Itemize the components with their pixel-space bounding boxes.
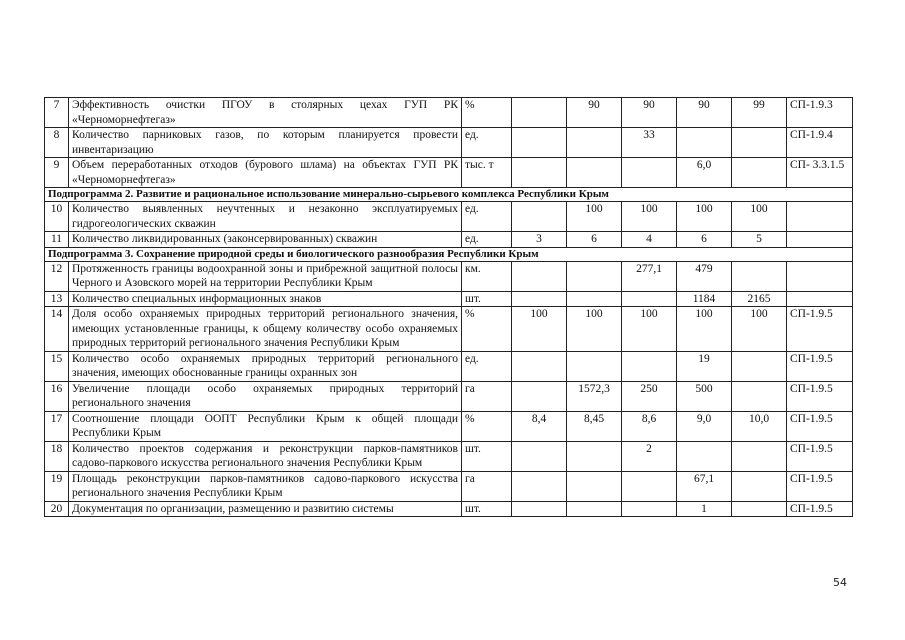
value-cell: 100 xyxy=(622,202,677,232)
table-row xyxy=(45,261,853,291)
row-number: 13 xyxy=(45,291,69,307)
value-cell xyxy=(512,291,567,307)
unit-cell: % xyxy=(462,411,512,441)
value-cell: 500 xyxy=(677,381,732,411)
section-header-row xyxy=(45,188,853,202)
indicator-name: Количество выявленных неучтенных и незаконно эксплуатируемых гидрогеологических скважин xyxy=(69,202,462,232)
code-cell xyxy=(787,261,853,291)
row-number: 17 xyxy=(45,411,69,441)
value-cell: 100 xyxy=(512,307,567,352)
value-cell: 100 xyxy=(677,202,732,232)
value-cell xyxy=(622,351,677,381)
row-number: 16 xyxy=(45,381,69,411)
value-cell xyxy=(567,158,622,188)
code-cell: СП-1.9.5 xyxy=(787,501,853,517)
value-cell: 250 xyxy=(622,381,677,411)
code-cell: СП-1.9.5 xyxy=(787,441,853,471)
row-number: 11 xyxy=(45,232,69,248)
indicator-name: Доля особо охраняемых природных территорий регионального значения, имеющих установленные границы, к общему количеству особо охраняемых природных территорий регионального значения Республики Крым xyxy=(69,307,462,352)
table-row xyxy=(45,441,853,471)
indicator-name: Эффективность очистки ПГОУ в столярных цехах ГУП РК «Черноморнефтегаз» xyxy=(69,98,462,128)
value-cell xyxy=(512,381,567,411)
value-cell: 8,45 xyxy=(567,411,622,441)
value-cell: 19 xyxy=(677,351,732,381)
value-cell: 10,0 xyxy=(732,411,787,441)
value-cell xyxy=(622,501,677,517)
value-cell: 4 xyxy=(622,232,677,248)
table-row xyxy=(45,128,853,158)
unit-cell: шт. xyxy=(462,441,512,471)
value-cell xyxy=(677,441,732,471)
value-cell: 99 xyxy=(732,98,787,128)
value-cell: 8,4 xyxy=(512,411,567,441)
row-number: 12 xyxy=(45,261,69,291)
value-cell: 9,0 xyxy=(677,411,732,441)
value-cell xyxy=(512,98,567,128)
value-cell xyxy=(567,351,622,381)
row-number: 18 xyxy=(45,441,69,471)
table-row xyxy=(45,202,853,232)
value-cell xyxy=(622,158,677,188)
table-row xyxy=(45,158,853,188)
unit-cell: шт. xyxy=(462,501,512,517)
indicator-name: Объем переработанных отходов (бурового шлама) на объектах ГУП РК «Черноморнефтегаз» xyxy=(69,158,462,188)
unit-cell: шт. xyxy=(462,291,512,307)
table-row xyxy=(45,411,853,441)
unit-cell: ед. xyxy=(462,202,512,232)
indicator-name: Количество специальных информационных знаков xyxy=(69,291,462,307)
value-cell xyxy=(512,128,567,158)
page-number: 54 xyxy=(833,576,847,589)
indicator-name: Количество ликвидированных (законсервированных) скважин xyxy=(69,232,462,248)
code-cell: СП-1.9.5 xyxy=(787,381,853,411)
unit-cell: га xyxy=(462,381,512,411)
value-cell: 6 xyxy=(677,232,732,248)
value-cell xyxy=(622,291,677,307)
value-cell xyxy=(567,441,622,471)
row-number: 8 xyxy=(45,128,69,158)
value-cell: 100 xyxy=(732,202,787,232)
unit-cell: км. xyxy=(462,261,512,291)
value-cell: 277,1 xyxy=(622,261,677,291)
value-cell xyxy=(512,158,567,188)
unit-cell: га xyxy=(462,471,512,501)
code-cell: СП-1.9.5 xyxy=(787,307,853,352)
value-cell: 90 xyxy=(622,98,677,128)
row-number: 14 xyxy=(45,307,69,352)
row-number: 7 xyxy=(45,98,69,128)
value-cell xyxy=(732,261,787,291)
table-row xyxy=(45,291,853,307)
value-cell xyxy=(732,501,787,517)
value-cell xyxy=(512,261,567,291)
value-cell xyxy=(567,291,622,307)
unit-cell: ед. xyxy=(462,351,512,381)
value-cell: 100 xyxy=(567,307,622,352)
code-cell xyxy=(787,232,853,248)
value-cell: 90 xyxy=(567,98,622,128)
indicator-name: Количество особо охраняемых природных территорий регионального значения, имеющих обоснованные границы охранных зон xyxy=(69,351,462,381)
row-number: 15 xyxy=(45,351,69,381)
code-cell: СП-1.9.5 xyxy=(787,471,853,501)
value-cell: 100 xyxy=(567,202,622,232)
section-title: Подпрограмма 2. Развитие и рациональное использование минерально-сырьевого комплекса Республики Крым xyxy=(45,188,853,202)
section-header-row xyxy=(45,247,853,261)
indicators-table xyxy=(44,97,853,517)
value-cell xyxy=(677,128,732,158)
value-cell xyxy=(622,471,677,501)
indicator-name: Увеличение площади особо охраняемых природных территорий регионального значения xyxy=(69,381,462,411)
indicator-name: Количество проектов содержания и реконструкции парков-памятников садово-паркового искусства регионального значения Республики Крым xyxy=(69,441,462,471)
code-cell: СП-1.9.5 xyxy=(787,351,853,381)
value-cell: 2 xyxy=(622,441,677,471)
value-cell xyxy=(512,351,567,381)
value-cell xyxy=(512,471,567,501)
indicator-name: Площадь реконструкции парков-памятников садово-паркового искусства регионального значения Республики Крым xyxy=(69,471,462,501)
table-row xyxy=(45,232,853,248)
table-row xyxy=(45,351,853,381)
table-row xyxy=(45,381,853,411)
value-cell xyxy=(732,128,787,158)
value-cell: 1 xyxy=(677,501,732,517)
table-row xyxy=(45,501,853,517)
value-cell xyxy=(512,202,567,232)
unit-cell: ед. xyxy=(462,232,512,248)
value-cell: 6 xyxy=(567,232,622,248)
row-number: 19 xyxy=(45,471,69,501)
row-number: 20 xyxy=(45,501,69,517)
value-cell: 1184 xyxy=(677,291,732,307)
table-row xyxy=(45,471,853,501)
table-row xyxy=(45,307,853,352)
value-cell: 67,1 xyxy=(677,471,732,501)
value-cell: 33 xyxy=(622,128,677,158)
code-cell xyxy=(787,202,853,232)
code-cell: СП-1.9.3 xyxy=(787,98,853,128)
unit-cell: тыс. т xyxy=(462,158,512,188)
table-row xyxy=(45,98,853,128)
indicator-name: Протяженность границы водоохранной зоны и прибрежной защитной полосы Черного и Азовского морей на территории Республики Крым xyxy=(69,261,462,291)
value-cell xyxy=(512,501,567,517)
value-cell: 479 xyxy=(677,261,732,291)
unit-cell: % xyxy=(462,307,512,352)
table-body xyxy=(45,98,853,517)
code-cell: СП- 3.3.1.5 xyxy=(787,158,853,188)
unit-cell: ед. xyxy=(462,128,512,158)
value-cell xyxy=(732,441,787,471)
unit-cell: % xyxy=(462,98,512,128)
value-cell: 5 xyxy=(732,232,787,248)
value-cell xyxy=(732,351,787,381)
row-number: 10 xyxy=(45,202,69,232)
code-cell: СП-1.9.4 xyxy=(787,128,853,158)
value-cell: 100 xyxy=(732,307,787,352)
indicator-name: Количество парниковых газов, по которым планируется провести инвентаризацию xyxy=(69,128,462,158)
value-cell: 6,0 xyxy=(677,158,732,188)
value-cell: 90 xyxy=(677,98,732,128)
code-cell: СП-1.9.5 xyxy=(787,411,853,441)
value-cell: 100 xyxy=(622,307,677,352)
indicator-name: Документация по организации, размещению и развитию системы xyxy=(69,501,462,517)
row-number: 9 xyxy=(45,158,69,188)
value-cell: 1572,3 xyxy=(567,381,622,411)
value-cell xyxy=(567,261,622,291)
section-title: Подпрограмма 3. Сохранение природной среды и биологического разнообразия Республики Крым xyxy=(45,247,853,261)
value-cell xyxy=(567,128,622,158)
value-cell: 3 xyxy=(512,232,567,248)
value-cell: 2165 xyxy=(732,291,787,307)
value-cell xyxy=(732,381,787,411)
code-cell xyxy=(787,291,853,307)
indicator-name: Соотношение площади ООПТ Республики Крым к общей площади Республики Крым xyxy=(69,411,462,441)
value-cell xyxy=(732,158,787,188)
value-cell: 100 xyxy=(677,307,732,352)
value-cell: 8,6 xyxy=(622,411,677,441)
value-cell xyxy=(512,441,567,471)
value-cell xyxy=(567,501,622,517)
value-cell xyxy=(567,471,622,501)
value-cell xyxy=(732,471,787,501)
